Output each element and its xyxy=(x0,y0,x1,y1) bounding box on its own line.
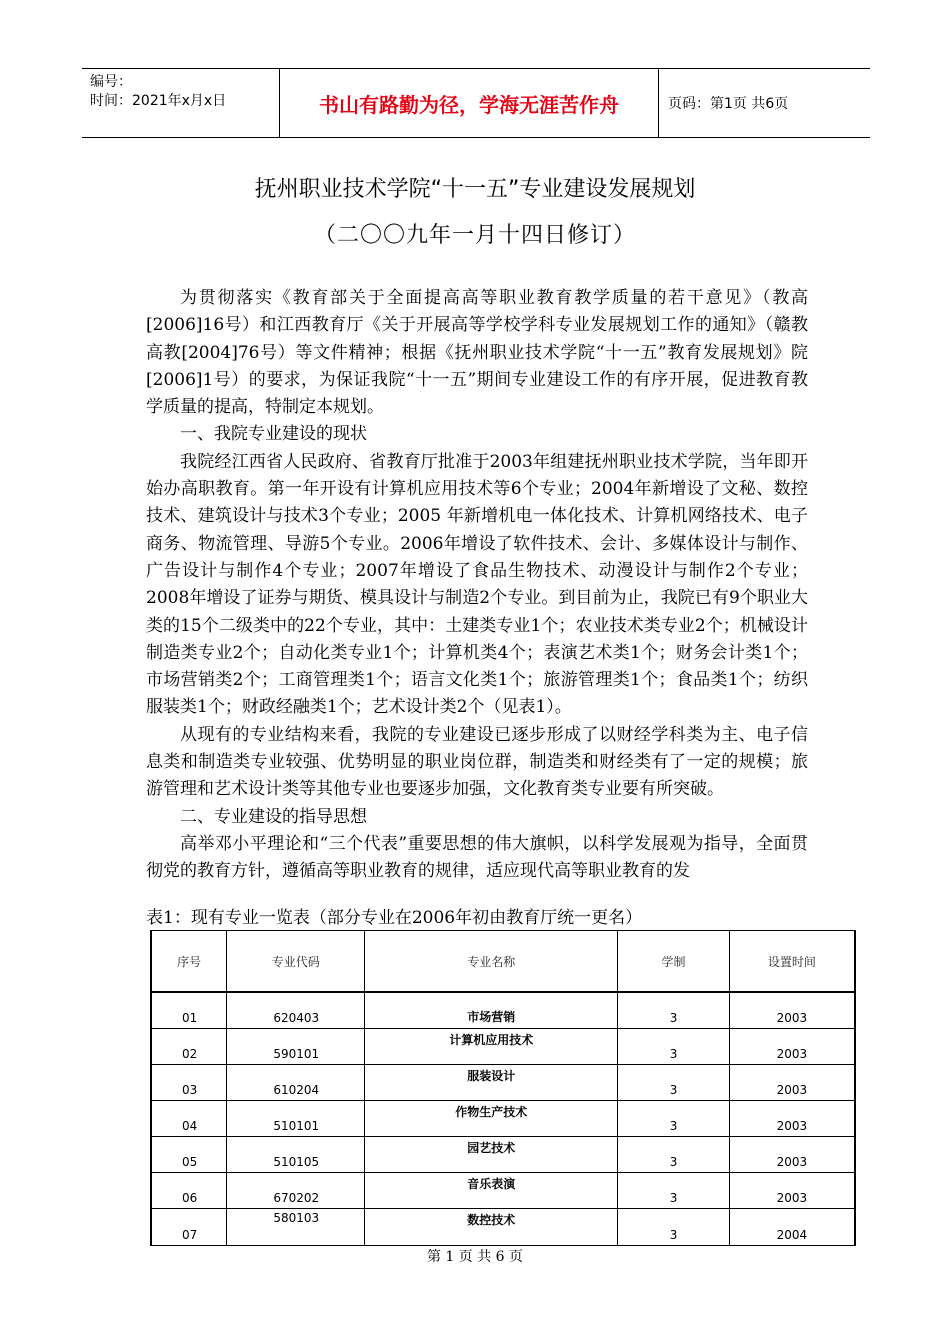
table-row xyxy=(151,1209,855,1246)
cell-serial: 01 xyxy=(151,992,227,1029)
header-major-name: 专业名称 xyxy=(365,931,618,993)
cell-code: 580103 xyxy=(227,1209,365,1246)
section-heading-guiding-ideology: 二、专业建设的指导思想 xyxy=(180,806,367,827)
paragraph-structure: 从现有的专业结构来看，我院的专业建设已逐步形成了以财经学科类为主、电子信息类和制造类专业较强、优势明显的职业岗位群，制造类和财经类有了一定的规模；旅游管理和艺术设计类等其他专业也要逐步加强，文化教育类专业要有所突破。 xyxy=(146,724,808,800)
table-row xyxy=(151,1065,855,1101)
header-meta xyxy=(82,69,280,137)
document-title: 抚州职业技术学院“十一五”专业建设发展规划 xyxy=(254,177,696,202)
cell-established: 2004 xyxy=(729,1209,855,1246)
cell-code: 620403 xyxy=(227,992,365,1029)
page-header xyxy=(82,68,870,138)
table-row xyxy=(151,1029,855,1065)
table-row xyxy=(151,1137,855,1173)
header-code: 专业代码 xyxy=(227,931,365,993)
table-row xyxy=(151,992,855,1029)
document-body xyxy=(146,285,808,886)
cell-duration: 3 xyxy=(618,1101,730,1137)
cell-code: 670202 xyxy=(227,1173,365,1209)
header-duration: 学制 xyxy=(618,931,730,993)
cell-major-name: 音乐表演 xyxy=(365,1173,618,1209)
cell-code: 590101 xyxy=(227,1029,365,1065)
document-time-label: 时间：2021年x月x日 xyxy=(90,93,227,109)
cell-code: 610204 xyxy=(227,1065,365,1101)
cell-established: 2003 xyxy=(729,1101,855,1137)
cell-established: 2003 xyxy=(729,992,855,1029)
cell-major-name: 作物生产技术 xyxy=(365,1101,618,1137)
header-serial: 序号 xyxy=(151,931,227,993)
table-row xyxy=(151,1173,855,1209)
cell-serial: 07 xyxy=(151,1209,227,1246)
header-page-info: 页码：第1页 共6页 xyxy=(668,96,789,112)
cell-major-name: 服装设计 xyxy=(365,1065,618,1101)
cell-major-name: 园艺技术 xyxy=(365,1137,618,1173)
cell-duration: 3 xyxy=(618,1065,730,1101)
page-footer: 第 1 页 共 6 页 xyxy=(426,1249,524,1265)
cell-established: 2003 xyxy=(729,1029,855,1065)
cell-code: 510101 xyxy=(227,1101,365,1137)
header-established: 设置时间 xyxy=(729,931,855,993)
cell-duration: 3 xyxy=(618,1209,730,1246)
cell-duration: 3 xyxy=(618,1137,730,1173)
table-header-row xyxy=(151,931,855,993)
cell-duration: 3 xyxy=(618,1173,730,1209)
table-caption: 表1：现有专业一览表（部分专业在2006年初由教育厅统一更名） xyxy=(146,908,643,928)
cell-major-name: 市场营销 xyxy=(365,992,618,1029)
cell-serial: 03 xyxy=(151,1065,227,1101)
section-heading-current-status: 一、我院专业建设的现状 xyxy=(180,424,367,445)
cell-established: 2003 xyxy=(729,1065,855,1101)
cell-duration: 3 xyxy=(618,1029,730,1065)
document-subtitle: （二〇〇九年一月十四日修订） xyxy=(313,223,636,248)
paragraph-current-status: 我院经江西省人民政府、省教育厅批准于2003年组建抚州职业技术学院，当年即开始办高职教育。第一年开设有计算机应用技术等6个专业；2004年新增设了文秘、数控技术、建筑设计与技术3个专业；2005 年新增机电一体化技术、计算机网络技术、电子商务、物流管理、导游5个专业。2006年增设了软件技术、会计、多媒体设计与制作、广告设计与制作4个专业；2007年增设了食品生物技术、动漫设计与制作2个专业；2008年增设了证券与期货、模具设计与制造2个专业。到目前为止，我院已有9个职业大类的15个二级类中的22个专业，其中：土建类专业1个；农业技术类专业2个；机械设计制造类专业2个；自动化类专业1个；计算机类4个；表演艺术类1个；财务会计类1个；市场营销类2个；工商管理类1个；语言文化类1个；旅游管理类1个；食品类1个；纺织服装类1个；财政经融类1个；艺术设计类2个（见表1）。 xyxy=(146,451,808,718)
paragraph-intro: 为贯彻落实《教育部关于全面提高高等职业教育教学质量的若干意见》（教高[2006]16号）和江西教育厅《关于开展高等学校学科专业发展规划工作的通知》（赣教高教[2004]76号）等文件精神；根据《抚州职业技术学院“十一五”教育发展规划》院[2006]1号）的要求，为保证我院“十一五”期间专业建设工作的有序开展，促进教育教学质量的提高，特制定本规划。 xyxy=(146,288,808,418)
paragraph-guiding-ideology: 高举邓小平理论和“三个代表”重要思想的伟大旗帜，以科学发展观为指导，全面贯彻党的教育方针，遵循高等职业教育的规律，适应现代高等职业教育的发 xyxy=(146,833,808,882)
cell-established: 2003 xyxy=(729,1137,855,1173)
majors-table xyxy=(150,930,856,1246)
cell-serial: 02 xyxy=(151,1029,227,1065)
header-motto: 书山有路勤为径，学海无涯苦作舟 xyxy=(280,69,659,137)
cell-serial: 05 xyxy=(151,1137,227,1173)
cell-established: 2003 xyxy=(729,1173,855,1209)
table-row xyxy=(151,1101,855,1137)
cell-serial: 04 xyxy=(151,1101,227,1137)
cell-major-name: 计算机应用技术 xyxy=(365,1029,618,1065)
cell-major-name: 数控技术 xyxy=(365,1209,618,1246)
cell-serial: 06 xyxy=(151,1173,227,1209)
document-number-label: 编号： xyxy=(90,74,132,90)
cell-duration: 3 xyxy=(618,992,730,1029)
cell-code: 510105 xyxy=(227,1137,365,1173)
